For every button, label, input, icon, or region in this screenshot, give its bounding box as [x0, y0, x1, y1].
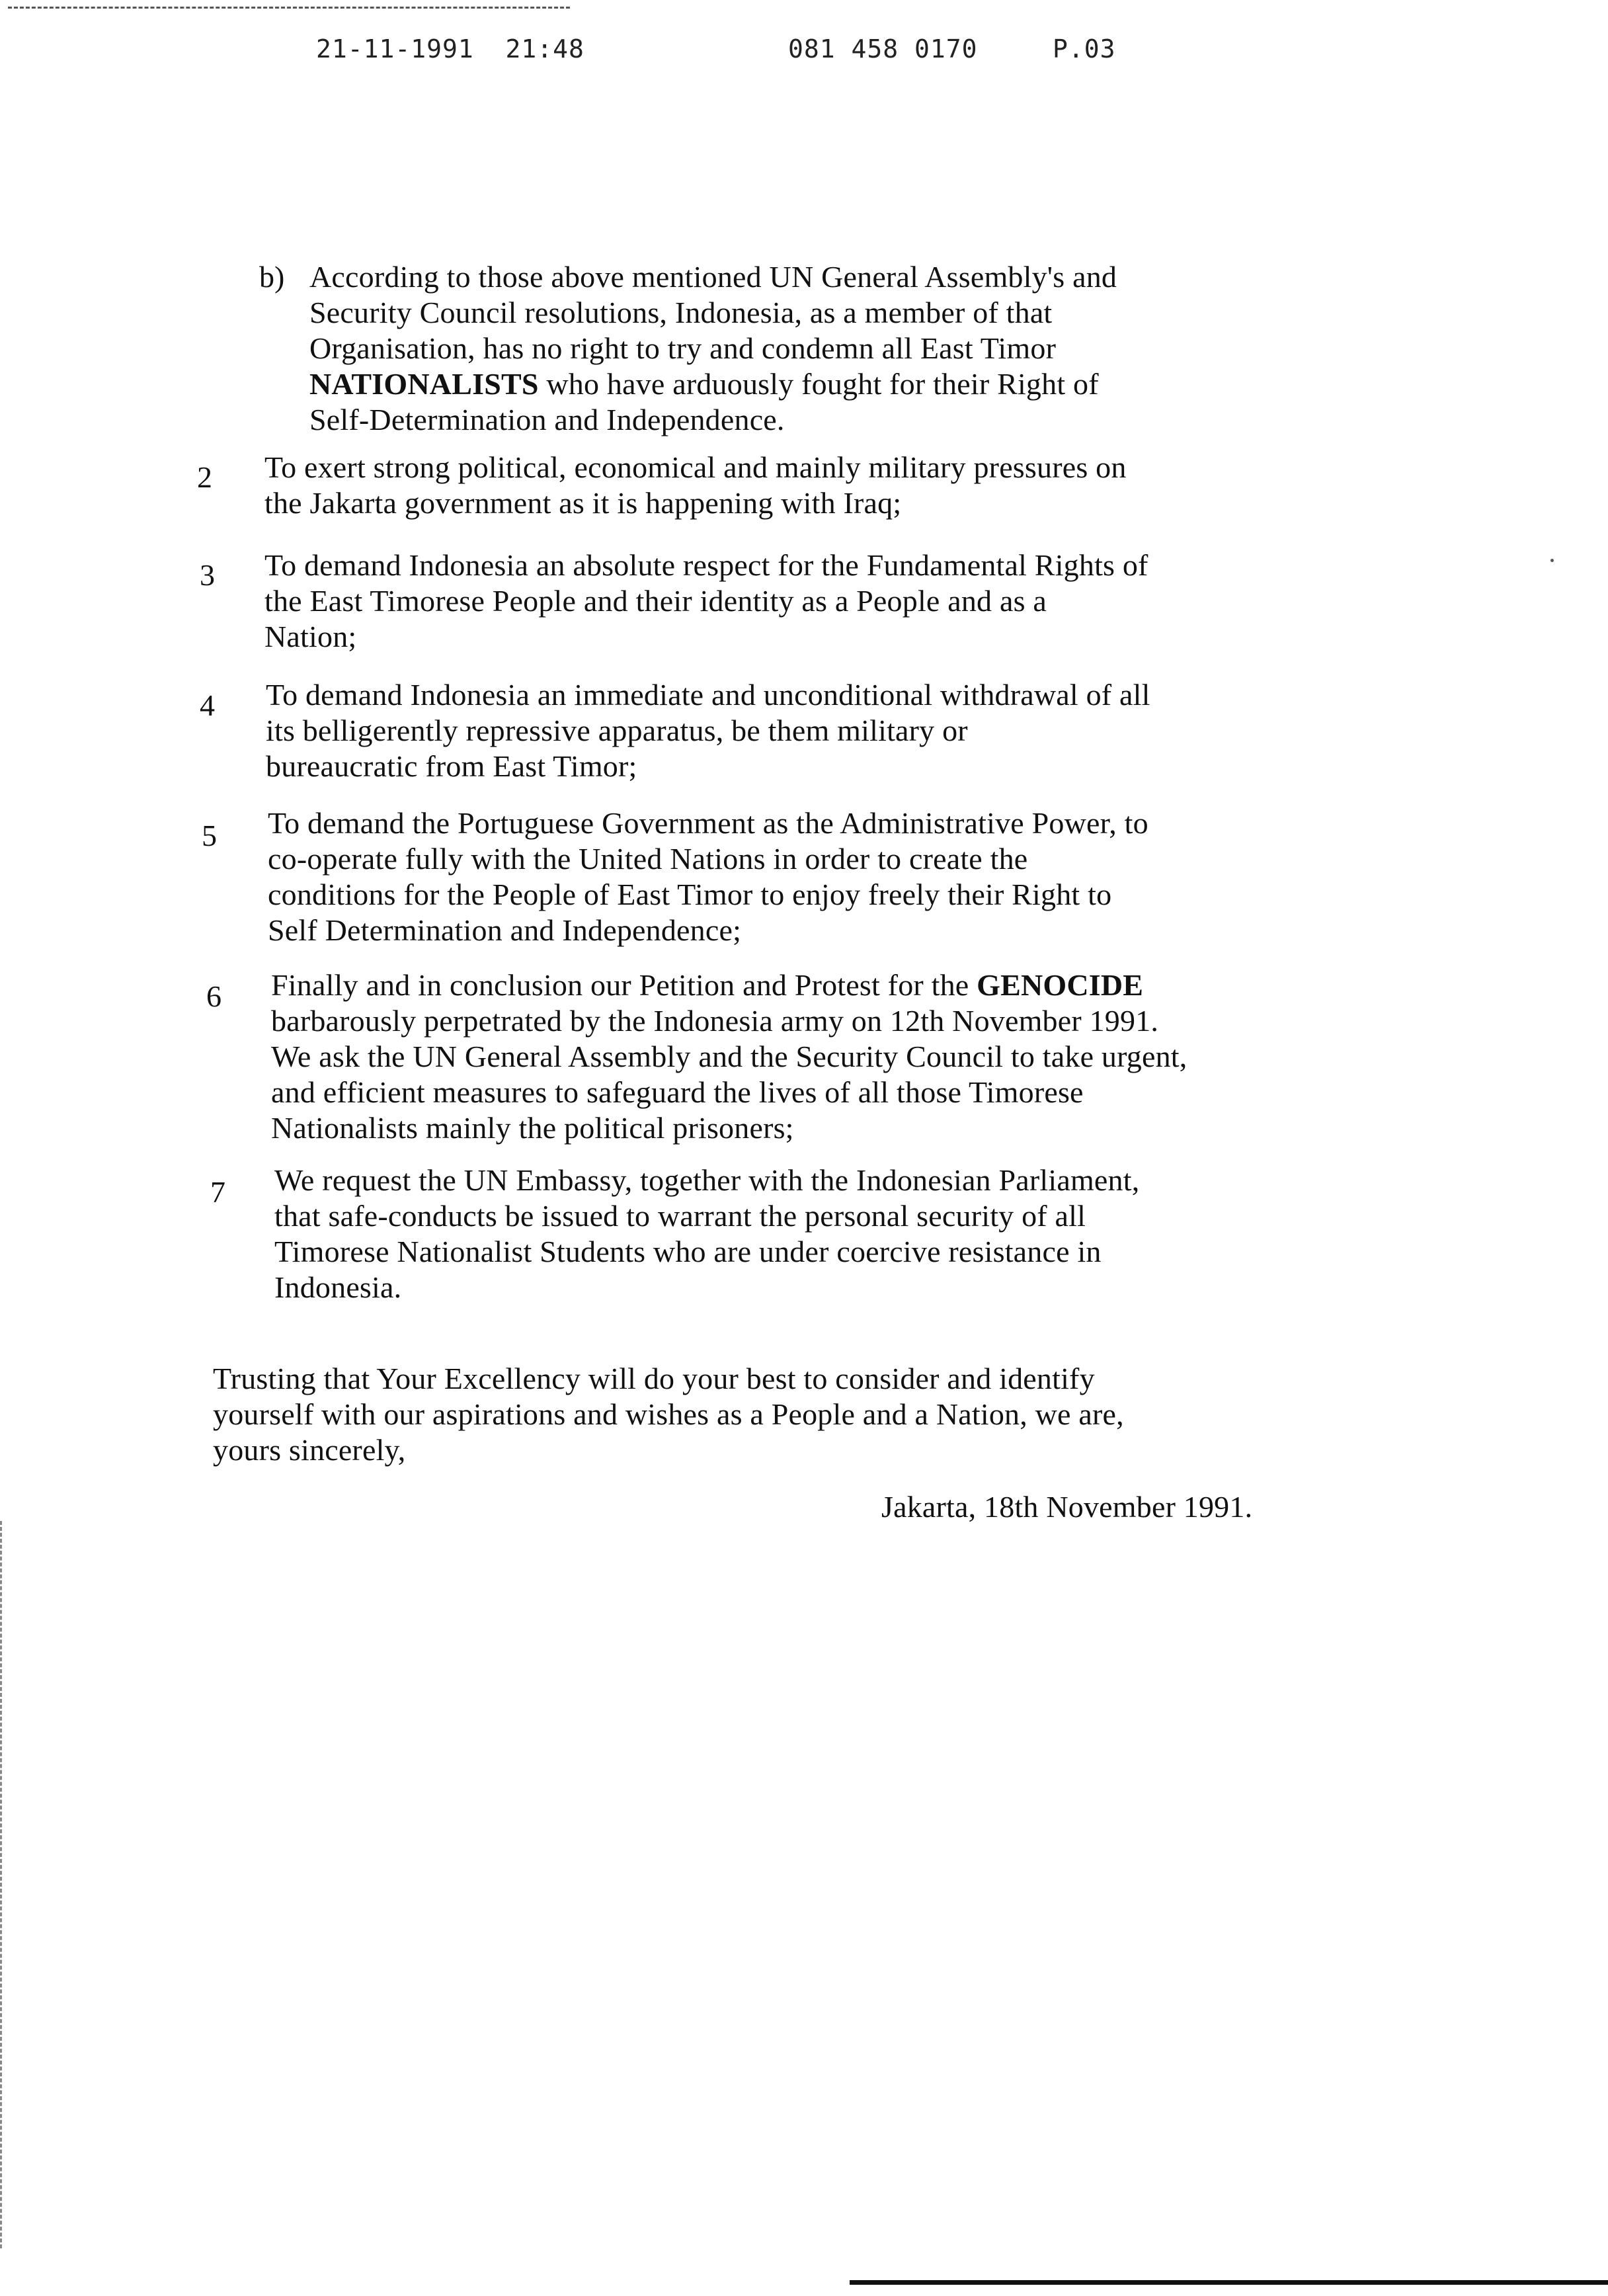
item-7-number: 7 [210, 1175, 225, 1209]
fax-header-page: P.03 [1053, 34, 1116, 63]
closing-paragraph: Trusting that Your Excellency will do your best to consider and identify yourself with our aspirations and wishes as a People and a Nation, we are, yours sincerely, [213, 1362, 1124, 1467]
item-5-number: 5 [202, 819, 217, 852]
item-4-text: To demand Indonesia an immediate and unconditional withdrawal of all its belligerently repressive apparatus, be them military or bureaucratic from East Timor; [266, 678, 1150, 783]
item-b-emphasis: NATIONALISTS [309, 367, 539, 401]
item-6-text-part2: barbarously perpetrated by the Indonesia army on 12th November 1991. We ask the UN General Assembly and the Security Council to take urgent, and efficient measures to safeguard the lives of all those Timorese Nationalists mainly the political prisoners; [271, 1004, 1187, 1145]
top-edge-dash [8, 7, 570, 9]
item-3-number: 3 [200, 558, 215, 592]
fax-header-datetime: 21-11-1991 21:48 [316, 34, 584, 63]
item-b-marker: b) [259, 260, 285, 294]
scan-speck [1550, 559, 1554, 562]
item-2-text: To exert strong political, economical and mainly military pressures on the Jakarta government as it is happening with Iraq; [264, 450, 1127, 520]
left-scan-edge [0, 1521, 2, 2248]
item-3-text: To demand Indonesia an absolute respect for the Fundamental Rights of the East Timorese People and their identity as a People and as a Nation; [264, 548, 1148, 653]
fax-header-phone: 081 458 0170 [788, 34, 978, 63]
place-date-signoff: Jakarta, 18th November 1991. [881, 1490, 1253, 1524]
item-6-number: 6 [206, 979, 221, 1013]
item-4-number: 4 [200, 688, 215, 722]
item-b-text [309, 259, 1387, 438]
item-7-text: We request the UN Embassy, together with the Indonesian Parliament, that safe-conducts be issued to warrant the personal security of all Timorese Nationalist Students who are under coercive resistance in Indonesia. [274, 1163, 1140, 1304]
item-5-text: To demand the Portuguese Government as the Administrative Power, to co-operate fully with the United Nations in order to create the conditions for the People of East Timor to enjoy freely their Right to Self Determination and Independence; [268, 806, 1148, 947]
bottom-rule [850, 2280, 1608, 2285]
item-2-number: 2 [197, 460, 212, 494]
item-6-text-part1: Finally and in conclusion our Petition and Protest for the [271, 968, 977, 1002]
item-b-text-part2: who have arduously fought for their Right of Self-Determination and Independence. [309, 367, 1099, 436]
item-b-text-part1: According to those above mentioned UN General Assembly's and Security Council resolutions, Indonesia, as a member of that Organisation, has no right to try and condemn all East Timor [309, 260, 1117, 365]
item-6-text [271, 967, 1474, 1146]
item-6-emphasis: GENOCIDE [977, 968, 1144, 1002]
